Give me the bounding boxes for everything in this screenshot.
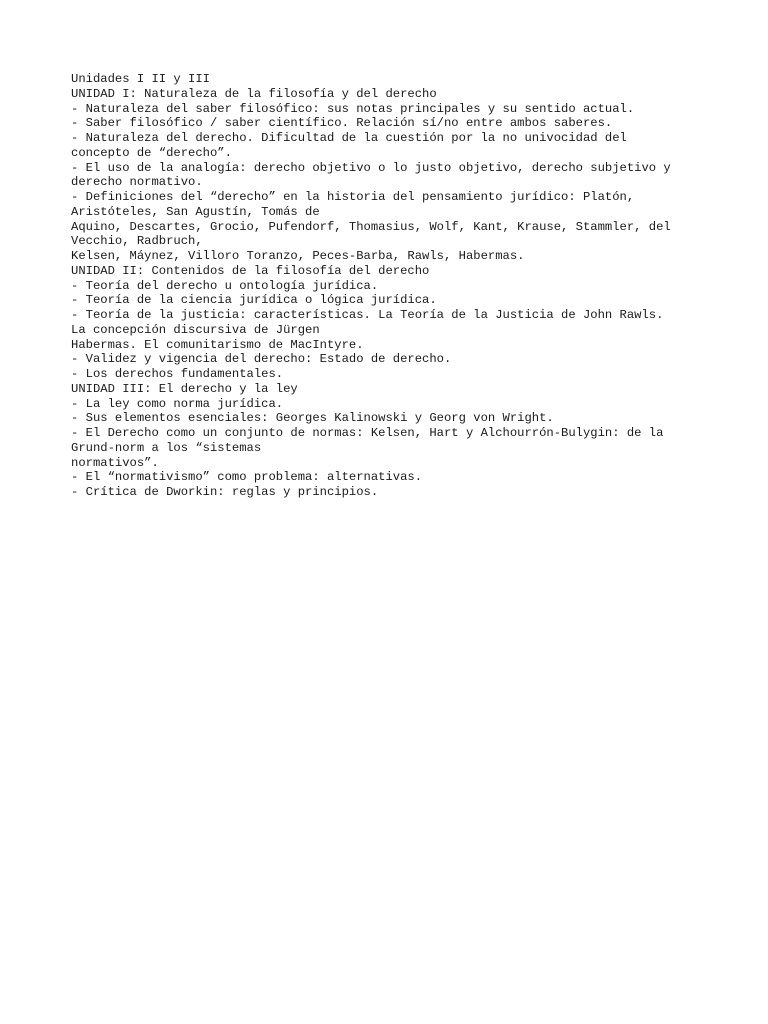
text-line: Kelsen, Máynez, Villoro Toranzo, Peces-Barba, Rawls, Habermas. [71, 249, 525, 263]
unit-3-heading: UNIDAD III: El derecho y la ley [71, 381, 298, 396]
text-line: - El Derecho como un conjunto de normas: Kelsen, Hart y Alchourrón-Bulygin: de la [71, 426, 664, 440]
text-line: Aristóteles, San Agustín, Tomás de [71, 204, 320, 219]
text-line: - Los derechos fundamentales. [71, 367, 284, 381]
unit-2-heading: UNIDAD II: Contenidos de la filosofía del derecho [71, 263, 430, 278]
unit-1-heading: UNIDAD I: Naturaleza de la filosofía y del derecho [71, 86, 437, 101]
text-line: - El uso de la analogía: derecho objetivo o lo justo objetivo, derecho subjetivo y [71, 160, 671, 175]
text-line: - Validez y vigencia del derecho: Estado de derecho. [71, 352, 452, 367]
text-line: - Saber filosófico / saber científico. Relación sí/no entre ambos saberes. [71, 116, 613, 131]
text-line: - Crítica de Dworkin: reglas y principios. [71, 485, 379, 499]
text-line: - Definiciones del “derecho” en la historia del pensamiento jurídico: Platón, [71, 190, 635, 204]
text-line: concepto de “derecho”. [71, 145, 232, 160]
text-line: - Teoría del derecho u ontología jurídica. [71, 278, 379, 293]
text-line: - Teoría de la justicia: características. La Teoría de la Justicia de John Rawls. [71, 308, 664, 322]
text-line: Grund-norm a los “sistemas [71, 440, 262, 455]
text-line: Habermas. El comunitarismo de MacIntyre. [71, 337, 364, 352]
text-line: Aquino, Descartes, Grocio, Pufendorf, Thomasius, Wolf, Kant, Krause, Stammler, del [71, 219, 671, 234]
text-line: derecho normativo. [71, 175, 203, 190]
text-line: - El “normativismo” como problema: alternativas. [71, 470, 423, 485]
text-line: Vecchio, Radbruch, [71, 234, 203, 249]
text-line: - Naturaleza del saber filosófico: sus notas principales y su sentido actual. [71, 101, 635, 116]
text-line: - Sus elementos esenciales: Georges Kalinowski y Georg von Wright. [71, 411, 554, 426]
text-line: normativos”. [71, 455, 159, 470]
document-title: Unidades I II y III [71, 72, 210, 86]
text-line: - Naturaleza del derecho. Dificultad de la cuestión por la no univocidad del [71, 131, 627, 145]
text-line: La concepción discursiva de Jürgen [71, 322, 320, 337]
document-text-block [71, 72, 701, 500]
text-line: - Teoría de la ciencia jurídica o lógica jurídica. [71, 293, 437, 308]
text-line: - La ley como norma jurídica. [71, 396, 284, 411]
